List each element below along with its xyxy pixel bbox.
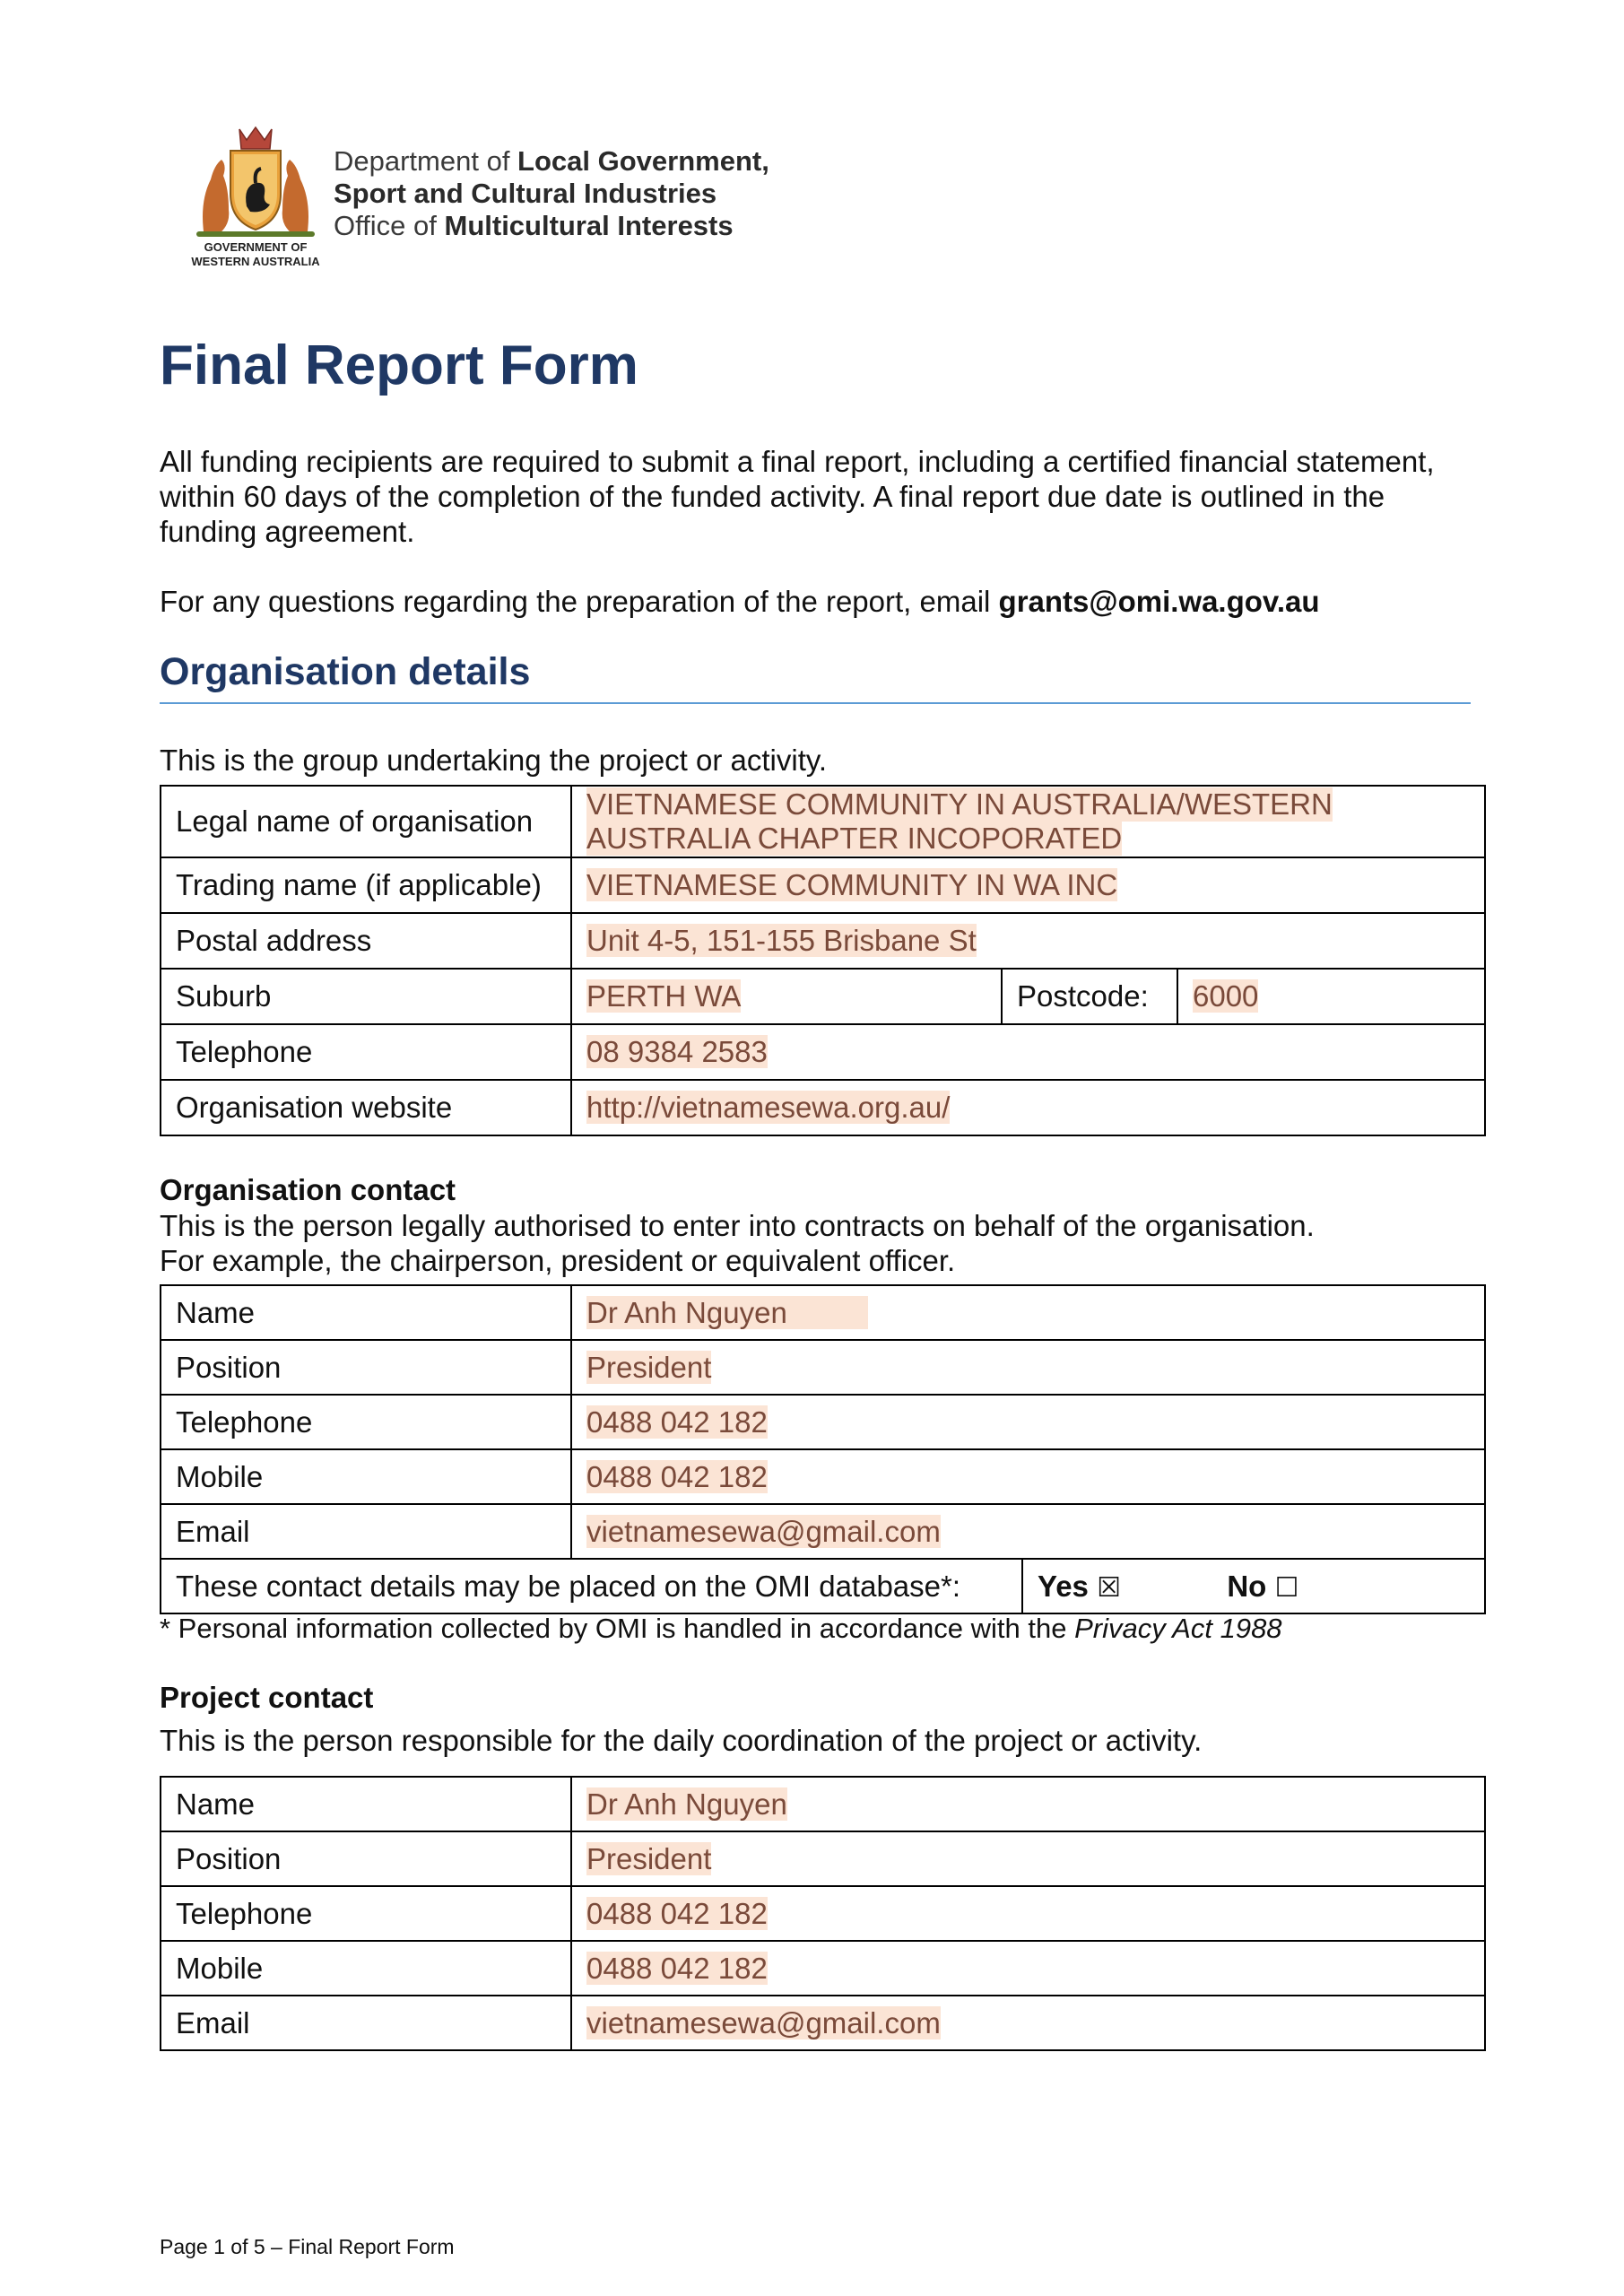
page-footer: Page 1 of 5 – Final Report Form [160, 2235, 455, 2258]
consent-yes-label: Yes [1038, 1569, 1089, 1603]
contact-email-label: Email [161, 1504, 571, 1559]
organisation-details-table [160, 785, 1486, 1136]
postal-address-value: Unit 4-5, 151-155 Brisbane St [586, 924, 977, 957]
section-divider [160, 702, 1471, 704]
table-row [161, 1024, 1485, 1080]
project-name-value: Dr Anh Nguyen [586, 1787, 787, 1821]
project-mobile-field[interactable] [571, 1941, 1485, 1996]
table-row [161, 857, 1485, 913]
telephone-label: Telephone [161, 1024, 571, 1080]
contact-name-field[interactable] [571, 1285, 1485, 1340]
crest-caption-line1: GOVERNMENT OF [204, 240, 308, 254]
table-row [161, 1340, 1485, 1395]
table-row [161, 1831, 1485, 1886]
intro-paragraph: All funding recipients are required to submit a final report, including a certified financial statement, within 60 days of the completion of the funded activity. A final report due date is outlined in the funding agreement. [160, 445, 1435, 548]
project-mobile-value: 0488 042 182 [586, 1951, 768, 1985]
contact-name-value: Dr Anh Nguyen [586, 1296, 868, 1329]
page-title: Final Report Form [160, 335, 638, 396]
contact-telephone-label: Telephone [161, 1395, 571, 1449]
project-contact-description: This is the person responsible for the daily coordination of the project or activity. [160, 1724, 1203, 1757]
telephone-field[interactable] [571, 1024, 1485, 1080]
suburb-field[interactable] [571, 969, 1002, 1024]
project-position-field[interactable] [571, 1831, 1485, 1886]
suburb-label: Suburb [161, 969, 571, 1024]
org-contact-description [160, 1208, 1487, 1278]
contact-mobile-field[interactable] [571, 1449, 1485, 1504]
org-contact-description-line1: This is the person legally authorised to enter into contracts on behalf of the organisation. [160, 1209, 1315, 1242]
postal-address-field[interactable] [571, 913, 1485, 969]
legal-name-label: Legal name of organisation [161, 786, 571, 857]
consent-yes-option[interactable] [1038, 1570, 1121, 1603]
crest-caption-line2: WESTERN AUSTRALIA [191, 255, 320, 268]
postcode-label: Postcode: [1002, 969, 1177, 1024]
postal-address-label: Postal address [161, 913, 571, 969]
contact-position-label: Position [161, 1340, 571, 1395]
project-position-value: President [586, 1841, 712, 1875]
project-email-value: vietnamesewa@gmail.com [586, 2005, 941, 2039]
section-heading-organisation-contact: Organisation contact [160, 1173, 456, 1206]
department-line-2 [334, 178, 769, 210]
project-telephone-label: Telephone [161, 1886, 571, 1941]
contact-position-field[interactable] [571, 1340, 1485, 1395]
org-contact-description-line2: For example, the chairperson, president or equivalent officer. [160, 1244, 956, 1277]
project-telephone-value: 0488 042 182 [586, 1896, 768, 1930]
trading-name-field[interactable] [571, 857, 1485, 913]
org-details-subtitle: This is the group undertaking the project or activity. [160, 744, 828, 777]
project-name-field[interactable] [571, 1777, 1485, 1831]
table-row [161, 1504, 1485, 1559]
table-row [161, 1395, 1485, 1449]
table-row [161, 969, 1485, 1024]
contact-email-field[interactable] [571, 1504, 1485, 1559]
table-row [161, 1996, 1485, 2050]
table-row [161, 1449, 1485, 1504]
project-email-field[interactable] [571, 1996, 1485, 2050]
website-value: http://vietnamesewa.org.au/ [586, 1091, 951, 1124]
department-line-1 [334, 145, 769, 178]
consent-no-checkbox[interactable]: ☐ [1274, 1571, 1299, 1604]
legal-name-value-line2: AUSTRALIA CHAPTER INCOPORATED [586, 822, 1123, 855]
contact-mobile-label: Mobile [161, 1449, 571, 1504]
contact-telephone-value: 0488 042 182 [586, 1405, 768, 1439]
trading-name-value: VIETNAMESE COMMUNITY IN WA INC [586, 868, 1118, 901]
project-mobile-label: Mobile [161, 1941, 571, 1996]
contact-email-value: vietnamesewa@gmail.com [586, 1514, 941, 1548]
privacy-footnote-text: * Personal information collected by OMI is handled in accordance with the [160, 1613, 1075, 1644]
section-heading-organisation-details: Organisation details [160, 650, 531, 693]
contact-name-label: Name [161, 1285, 571, 1340]
project-contact-table [160, 1776, 1486, 2051]
crest-caption [179, 240, 332, 269]
database-consent-options [1022, 1559, 1485, 1613]
department-name [334, 145, 769, 242]
department-name-bold-2: Sport and Cultural Industries [334, 178, 717, 209]
project-telephone-field[interactable] [571, 1886, 1485, 1941]
contact-email-link[interactable]: grants@omi.wa.gov.au [998, 585, 1320, 618]
trading-name-label: Trading name (if applicable) [161, 857, 571, 913]
consent-no-label: No [1227, 1569, 1267, 1603]
project-email-label: Email [161, 1996, 571, 2050]
table-row [161, 1777, 1485, 1831]
postcode-field[interactable] [1177, 969, 1485, 1024]
department-line-3 [334, 210, 769, 242]
project-name-label: Name [161, 1777, 571, 1831]
legal-name-field[interactable] [571, 786, 1485, 857]
questions-text: For any questions regarding the preparation of the report, email [160, 585, 999, 618]
section-heading-project-contact: Project contact [160, 1681, 374, 1714]
postcode-value: 6000 [1193, 979, 1259, 1013]
legal-name-value-line1: VIETNAMESE COMMUNITY IN AUSTRALIA/WESTERN [586, 787, 1333, 821]
project-position-label: Position [161, 1831, 571, 1886]
suburb-value: PERTH WA [586, 979, 742, 1013]
contact-telephone-field[interactable] [571, 1395, 1485, 1449]
privacy-footnote [160, 1613, 1282, 1645]
consent-yes-checkbox[interactable]: ☒ [1097, 1571, 1121, 1604]
table-row [161, 1941, 1485, 1996]
department-prefix: Department of [334, 145, 518, 177]
website-label: Organisation website [161, 1080, 571, 1135]
office-name-bold: Multicultural Interests [444, 210, 734, 241]
office-prefix: Office of [334, 210, 445, 241]
website-field[interactable] [571, 1080, 1485, 1135]
table-row [161, 1080, 1485, 1135]
contact-position-value: President [586, 1350, 712, 1384]
privacy-act-reference: Privacy Act 1988 [1074, 1613, 1282, 1644]
telephone-value: 08 9384 2583 [586, 1035, 768, 1068]
department-name-bold: Local Government, [517, 145, 769, 177]
table-row [161, 1285, 1485, 1340]
consent-no-option[interactable] [1227, 1570, 1298, 1603]
table-row [161, 1559, 1485, 1613]
table-row [161, 786, 1485, 857]
database-consent-label: These contact details may be placed on the OMI database*: [161, 1559, 1022, 1613]
table-row [161, 1886, 1485, 1941]
organisation-contact-table [160, 1284, 1486, 1614]
table-row [161, 913, 1485, 969]
contact-mobile-value: 0488 042 182 [586, 1459, 768, 1493]
wa-government-crest-logo [184, 124, 327, 249]
questions-paragraph [160, 584, 1487, 619]
